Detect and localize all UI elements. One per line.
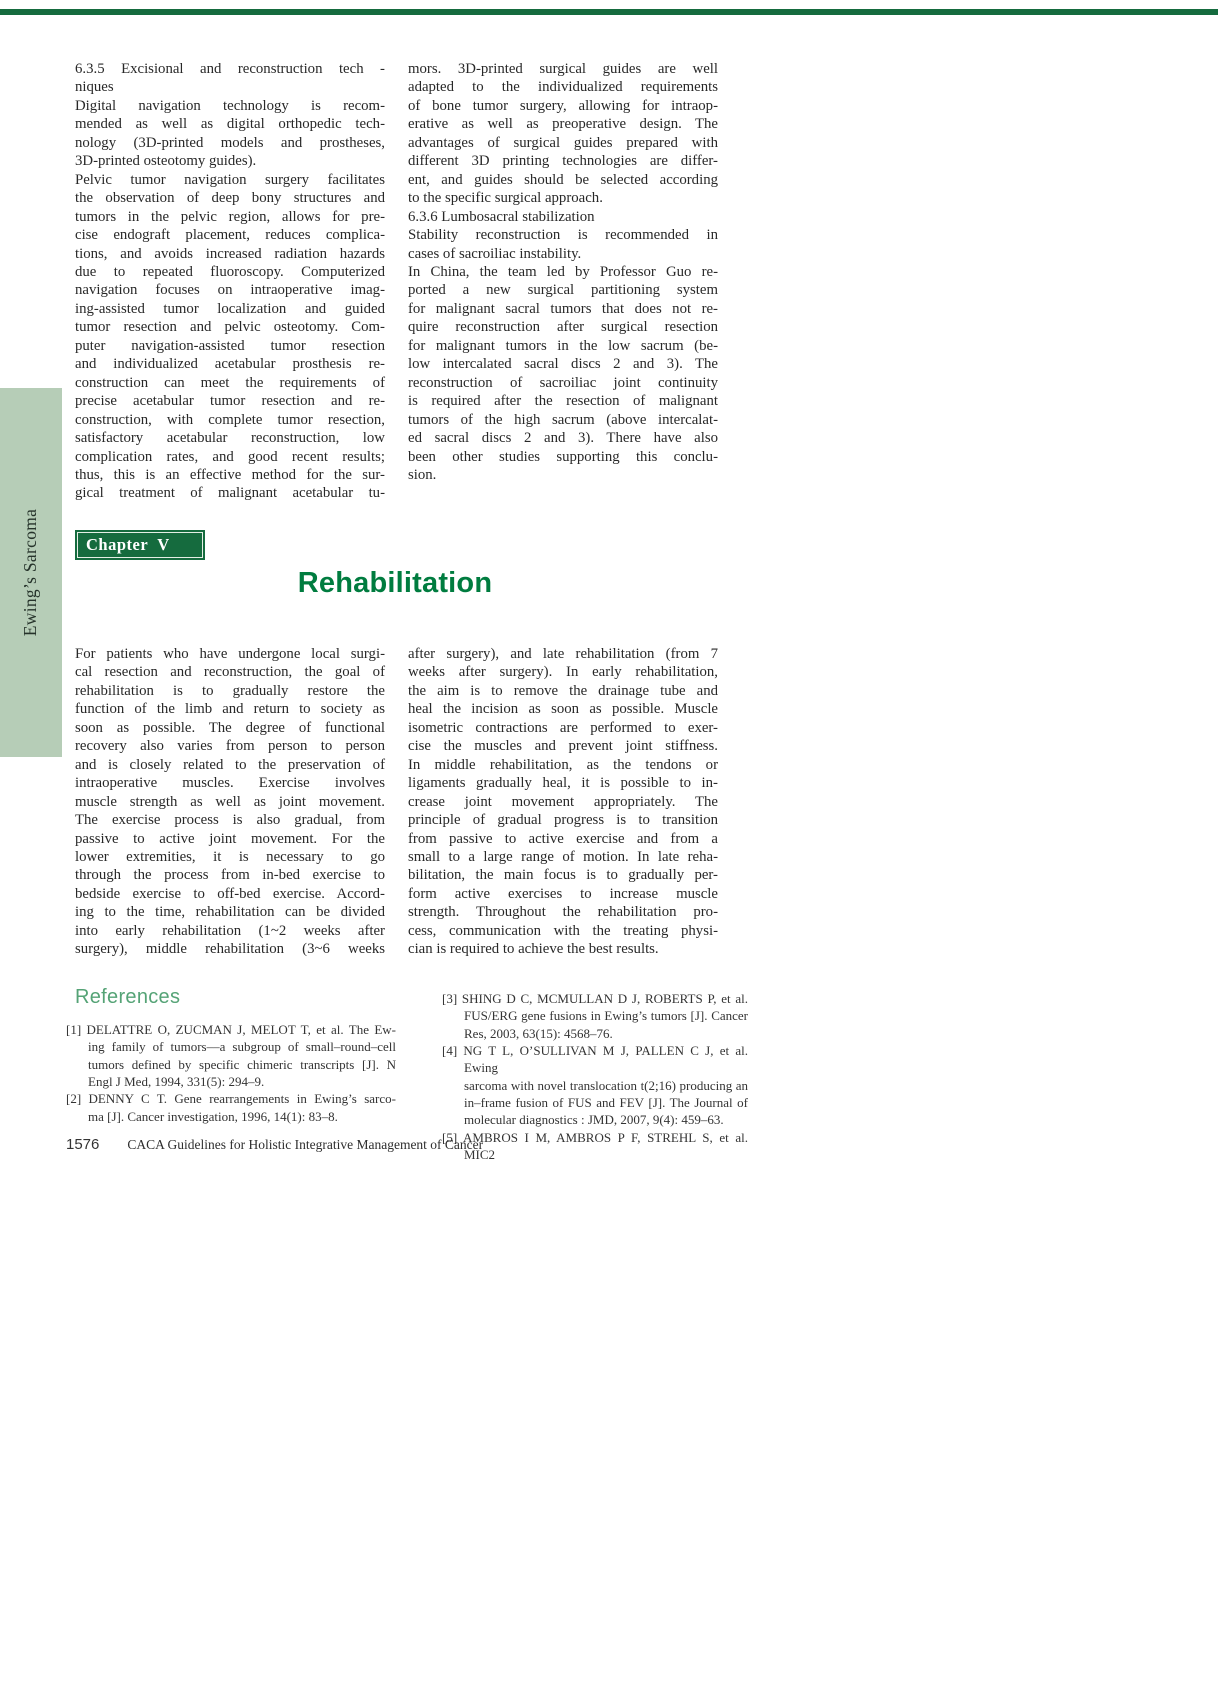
text-line: sion. [408,466,437,483]
text-line: passive to active joint movement. For the [75,830,385,847]
chapter-badge [75,530,205,560]
text-line: ported a new surgical partitioning system [408,282,718,299]
text-line: construction, with complete tumor resection, [75,411,385,428]
text-line: tions, and avoids increased radiation hazards [75,245,385,262]
text-line: complication rates, and good recent results; [75,448,385,465]
text-line: small to a large range of motion. In late reha- [408,848,718,865]
text-line: function of the limb and return to society as [75,701,385,718]
text-line: strength. Throughout the rehabilitation pro- [408,904,718,921]
text-line: Stability reconstruction is recommended in [408,227,718,244]
text-line: weeks after surgery). In early rehabilitation, [408,664,718,681]
text-line: Digital navigation technology is recom- [75,97,385,114]
text-line: isometric contractions are performed to exer- [408,719,718,736]
text-line: ing-assisted tumor localization and guided [75,300,385,317]
text-line: muscle strength as well as joint movement. [75,793,385,810]
text-line: surgery), middle rehabilitation (3~6 weeks [75,941,385,958]
text-line: rehabilitation is to gradually restore the [75,682,385,699]
reference-line: sarcoma with novel translocation t(2;16) producing an [464,1077,748,1093]
text-line: intraoperative muscles. Exercise involves [75,775,385,792]
text-line: The exercise process is also gradual, from [75,812,385,829]
text-line: thus, this is an effective method for the sur- [75,466,385,483]
text-line: into early rehabilitation (1~2 weeks after [75,922,385,939]
chapter-badge-label: Chapter V [86,535,170,554]
text-line: nology (3D-printed models and prostheses, [75,134,385,151]
text-line: satisfactory acetabular reconstruction, low [75,430,385,447]
text-line: the observation of deep bony structures and [75,190,385,207]
text-line: mended as well as digital orthopedic tech- [75,116,385,133]
reference-first-line: [5] AMBROS I M, AMBROS P F, STREHL S, et al. MIC2 [442,1129,748,1163]
text-line: the aim is to remove the drainage tube and [408,682,718,699]
text-line: and is closely related to the preservation of [75,756,385,773]
sidebar-tab [0,388,62,757]
reference-line: ma [J]. Cancer investigation, 1996, 14(1): 83–8. [88,1108,338,1124]
text-line: low intercalated sacral discs 2 and 3). The [408,356,718,373]
reference-first-line: [4] NG T L, O’SULLIVAN M J, PALLEN C J, et al. Ewing [442,1043,748,1076]
reference-line: tumors defined by specific chimeric transcripts [J]. N [88,1056,396,1072]
text-line: form active exercises to increase muscle [408,885,718,902]
text-line: 3D-printed osteotomy guides). [75,153,257,170]
text-line: bilitation, the main focus is to gradually per- [408,867,718,884]
text-line: cases of sacroiliac instability. [408,245,582,262]
text-line: for malignant sacral tumors that does not re- [408,300,718,317]
references-heading: References [75,986,181,1008]
text-line: and individualized acetabular prosthesis re- [75,356,385,373]
text-line: crease joint movement appropriately. The [408,793,718,810]
text-line: after surgery), and late rehabilitation (from 7 [408,646,718,662]
reference-item [442,1129,748,1164]
reference-first-line: [2] DENNY C T. Gene rearrangements in Ewing’s sarco- [66,1091,396,1107]
text-line: cise the muscles and prevent joint stiffness. [408,738,718,755]
reference-item [442,990,748,1042]
top-rule [0,9,1218,15]
text-line: for malignant tumors in the low sacrum (be- [408,337,718,354]
text-line: bedside exercise to off-bed exercise. Accord- [75,885,385,902]
text-line: quire reconstruction after surgical resection [408,319,718,336]
text-line: been other studies supporting this conclu- [408,448,718,465]
text-line: tumors of the high sacrum (above intercalat- [408,411,718,428]
text-line: gical treatment of malignant acetabular tu- [75,485,385,502]
text-line: ent, and guides should be selected according [408,171,718,188]
text-line: is required after the resection of malignant [408,393,718,410]
top-section-right-column [408,60,718,484]
text-line: cian is required to achieve the best results. [408,941,659,958]
text-line: 6.3.6 Lumbosacral stabilization [408,208,595,225]
text-line: adapted to the individualized requirements [408,79,718,96]
text-line: navigation focuses on intraoperative imag- [75,282,385,299]
reference-item [66,1021,396,1090]
text-line: tumor resection and pelvic osteotomy. Com- [75,319,385,336]
text-line: from passive to active exercise and from a [408,830,718,847]
text-line: In China, the team led by Professor Guo re- [408,263,718,280]
book-title: CACA Guidelines for Holistic Integrative Management of Cancer [127,1137,484,1152]
text-line: principle of gradual progress is to transition [408,812,718,829]
text-line: erative as well as preoperative design. The [408,116,718,133]
text-line: ing to the time, rehabilitation can be divided [75,904,385,921]
reference-line: molecular diagnostics : JMD, 2007, 9(4): 459–63. [464,1112,724,1128]
text-line: mors. 3D-printed surgical guides are well [408,61,718,77]
text-line: through the process from in-bed exercise to [75,867,385,884]
text-line: due to repeated fluoroscopy. Computerized [75,263,385,280]
text-line: reconstruction of sacroiliac joint continuity [408,374,718,391]
reference-item [66,1090,396,1125]
text-line: heal the incision as soon as possible. Muscle [408,701,718,718]
text-line: to the specific surgical approach. [408,190,603,207]
text-line: precise acetabular tumor resection and re- [75,393,385,410]
reference-line: ing family of tumors––a subgroup of small–round–cell [88,1039,396,1055]
references-right-column [442,990,748,1163]
text-line: puter navigation-assisted tumor resection [75,337,385,354]
reference-line: FUS/ERG gene fusions in Ewing’s tumors [J]. Cancer [464,1008,748,1024]
text-line: tumors in the pelvic region, allows for pre- [75,208,385,225]
sidebar-tab-label: Ewing’s Sarcoma [20,508,41,637]
reference-first-line: [3] SHING D C, MCMULLAN D J, ROBERTS P, et al. [442,991,748,1006]
text-line: cise endograft placement, reduces complica- [75,227,385,244]
text-line: cal resection and reconstruction, the goal of [75,664,385,681]
text-line: construction can meet the requirements of [75,374,385,391]
chapter-title: Rehabilitation [297,567,493,599]
text-line: For patients who have undergone local surgi- [75,646,385,662]
page-footer [66,1136,483,1153]
reference-line: in–frame fusion of FUS and FEV [J]. The Journal of [464,1095,748,1111]
text-line: advantages of surgical guides prepared with [408,134,718,151]
text-line: cess, communication with the treating physi- [408,922,718,939]
text-line: 6.3.5 Excisional and reconstruction tech - [75,61,385,77]
text-line: lower extremities, it is necessary to go [75,848,385,865]
text-line: of bone tumor surgery, allowing for intraop- [408,97,718,114]
text-line: soon as possible. The degree of functional [75,719,385,736]
text-line: Pelvic tumor navigation surgery facilitates [75,171,385,188]
page-number: 1576 [66,1136,100,1153]
references-left-column [66,1021,396,1125]
reference-line: Engl J Med, 1994, 331(5): 294–9. [88,1074,265,1090]
text-line: ed sacral discs 2 and 3). There have also [408,430,718,447]
top-section-left-column [75,60,385,503]
rehab-right-column [408,645,718,959]
reference-item [442,1042,748,1129]
text-line: In middle rehabilitation, as the tendons or [408,756,718,773]
text-line: recovery also varies from person to person [75,738,385,755]
text-line: niques [75,79,114,96]
rehab-left-column [75,645,385,959]
reference-line: Res, 2003, 63(15): 4568–76. [464,1025,613,1041]
reference-first-line: [1] DELATTRE O, ZUCMAN J, MELOT T, et al. The Ew- [66,1022,396,1037]
text-line: different 3D printing technologies are differ- [408,153,718,170]
text-line: ligaments gradually heal, it is possible to in- [408,775,718,792]
